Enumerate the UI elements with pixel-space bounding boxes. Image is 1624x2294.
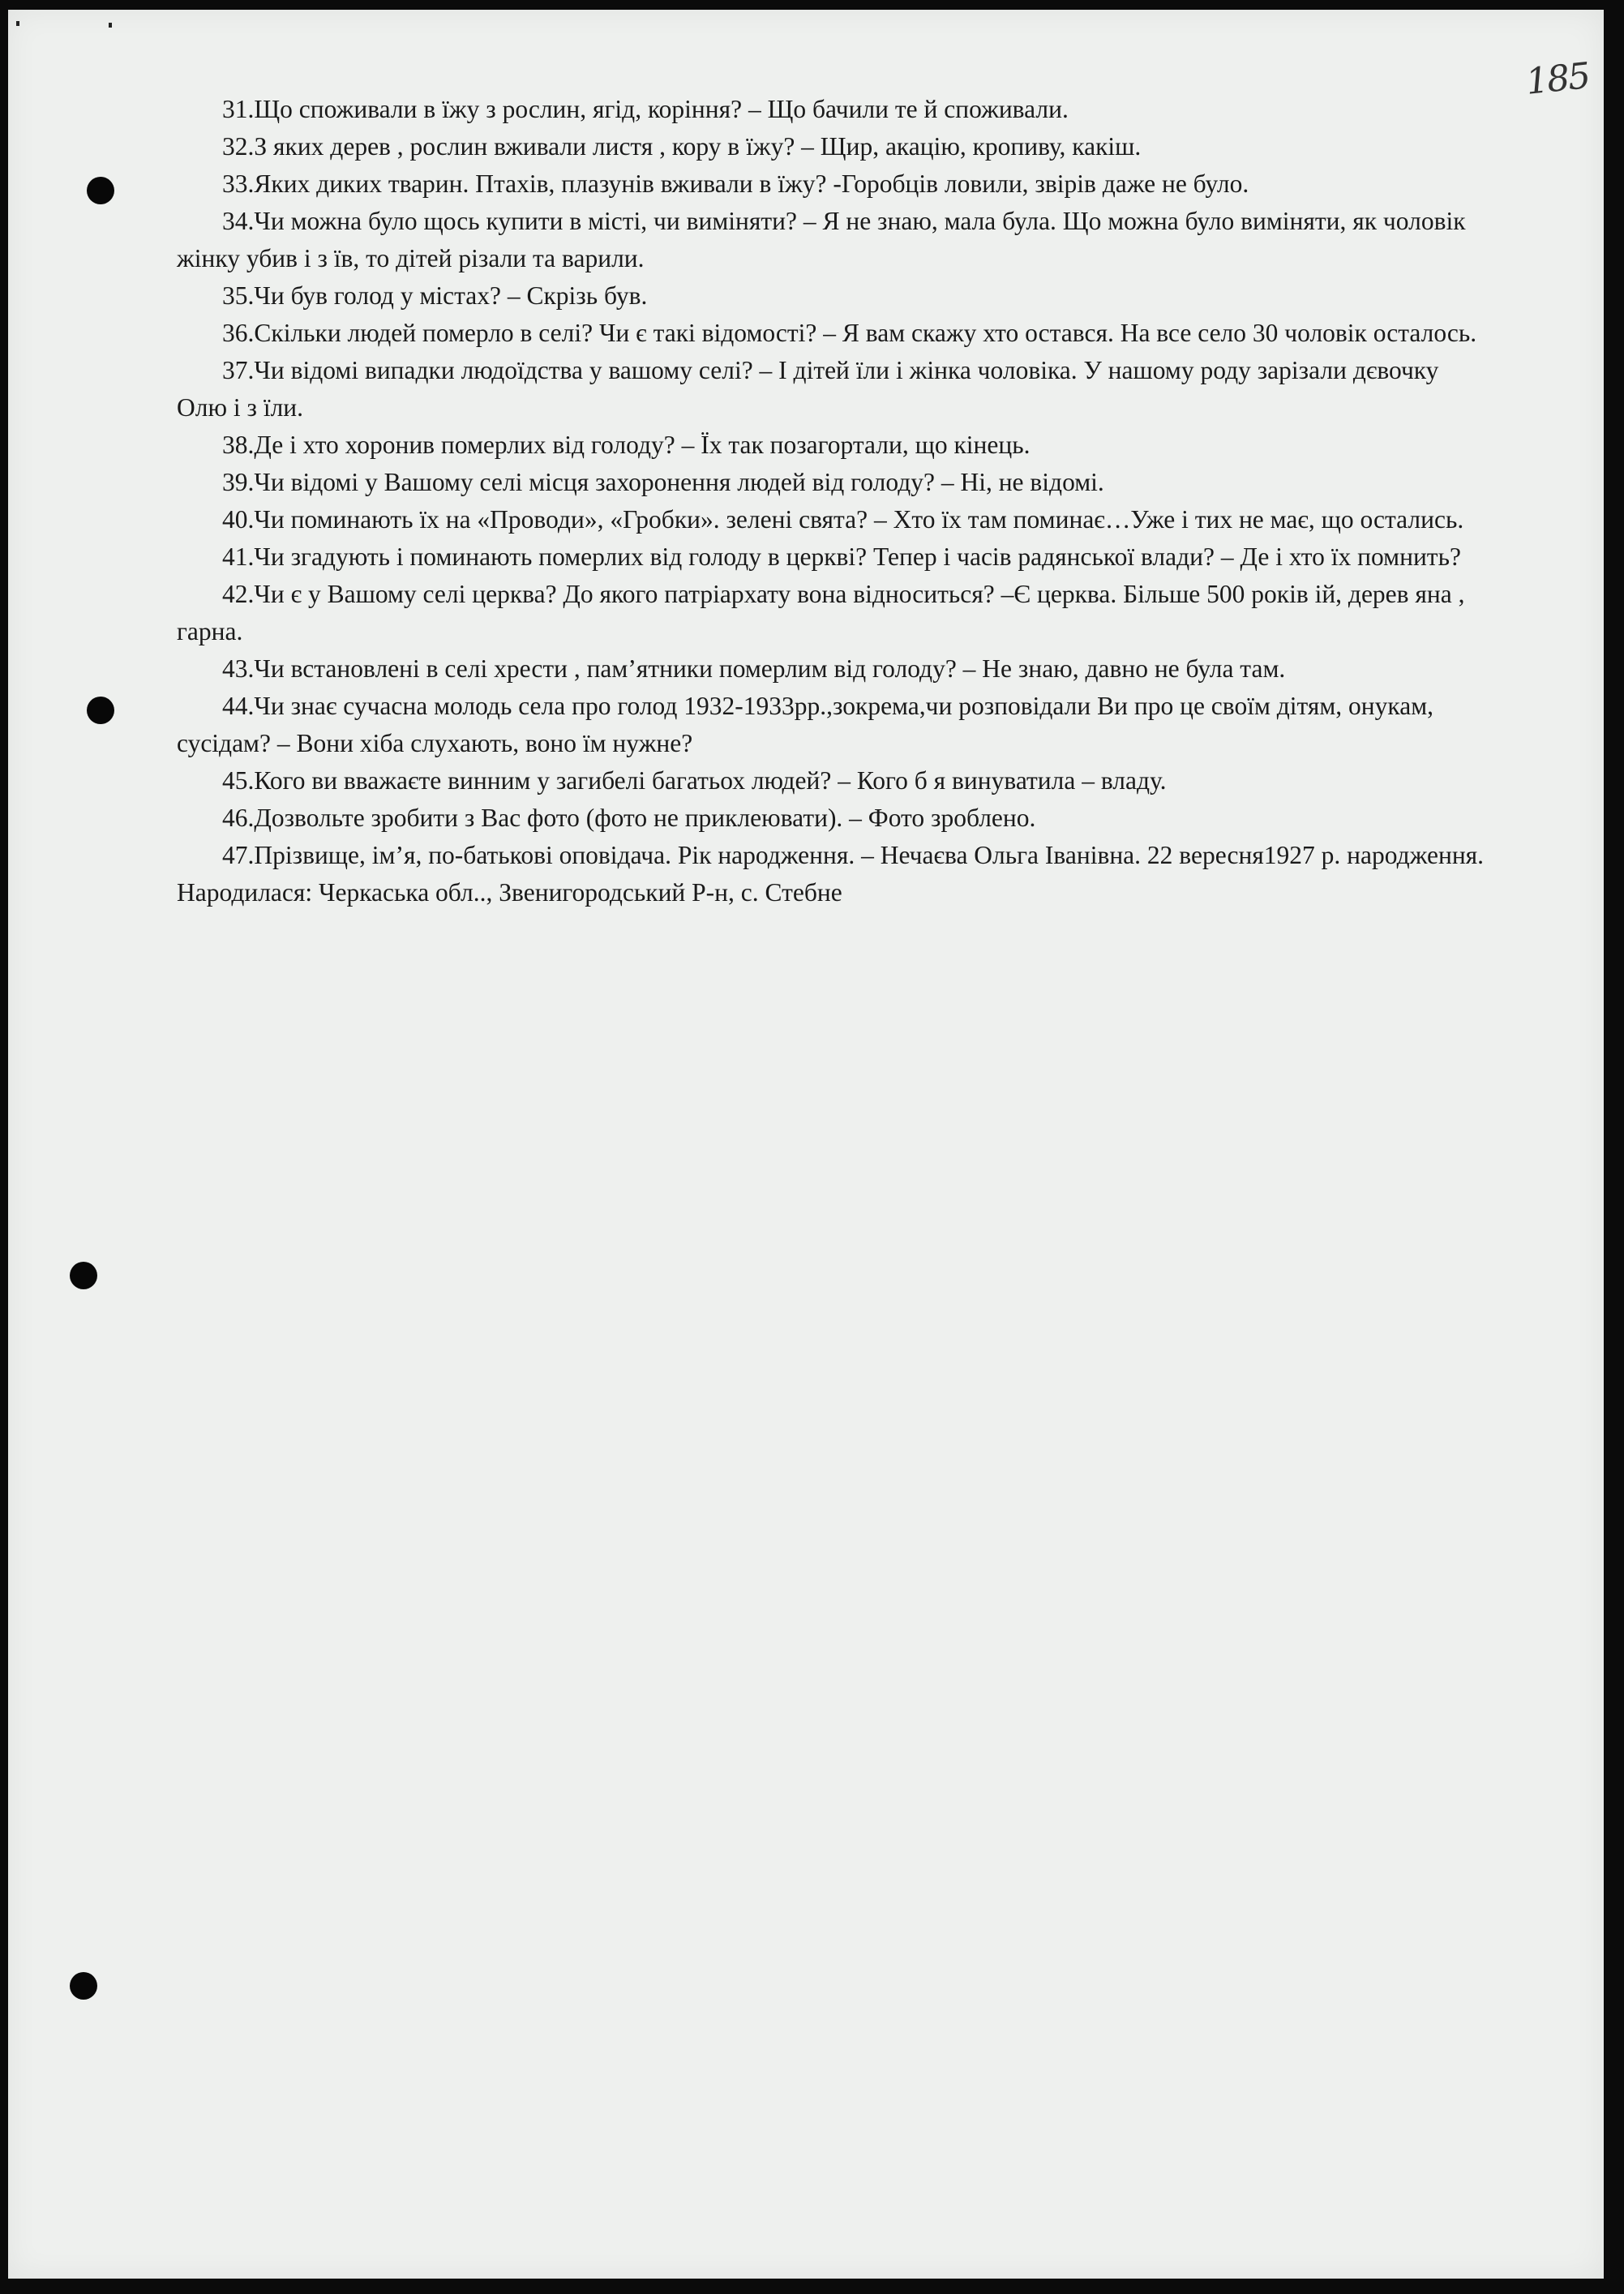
punch-hole bbox=[87, 177, 114, 204]
qa-item-34: 34.Чи можна було щось купити в місті, чи виміняти? – Я не знаю, мала була. Що можна було виміняти, як чоловік жінку убив і з їв, то дітей різали та варили. bbox=[177, 207, 1466, 272]
punch-hole bbox=[87, 697, 114, 724]
qa-item-33: 33.Яких диких тварин. Птахів, плазунів вживали в їжу? -Горобців ловили, звірів даже не було. bbox=[222, 169, 1249, 198]
interview-text bbox=[177, 91, 1490, 911]
punch-hole bbox=[70, 1262, 97, 1289]
qa-item-44: 44.Чи знає сучасна молодь села про голод 1932-1933рр.,зокрема,чи розповідали Ви про це своїм дітям, онукам, сусідам? – Вони хіба слухають, воно їм нужне? bbox=[177, 692, 1434, 757]
qa-item-36: 36.Скільки людей померло в селі? Чи є такі відомості? – Я вам скажу хто остався. На все село 30 чоловік осталось. bbox=[222, 319, 1477, 347]
qa-item-46: 46.Дозвольте зробити з Вас фото (фото не приклеювати). – Фото зроблено. bbox=[222, 804, 1036, 832]
qa-item-40: 40.Чи поминають їх на «Проводи», «Гробки». зелені свята? – Хто їх там поминає…Уже і тих не має, що остались. bbox=[222, 505, 1464, 534]
qa-item-41: 41.Чи згадують і поминають померлих від голоду в церкві? Тепер і часів радянської влади? – Де і хто їх помнить? bbox=[222, 542, 1461, 571]
qa-item-37: 37.Чи відомі випадки людоїдства у вашому селі? – І дітей їли і жінка чоловіка. У нашому роду зарізали дєвочку Олю і з їли. bbox=[177, 356, 1439, 422]
document-page bbox=[8, 10, 1604, 2279]
scan-speck bbox=[109, 23, 112, 28]
qa-item-39: 39.Чи відомі у Вашому селі місця захоронення людей від голоду? – Ні, не відомі. bbox=[222, 468, 1104, 496]
qa-item-38: 38.Де і хто хоронив померлих від голоду? – Їх так позагортали, що кінець. bbox=[222, 431, 1031, 459]
punch-hole bbox=[70, 1972, 97, 2000]
qa-item-45: 45.Кого ви вважаєте винним у загибелі багатьох людей? – Кого б я винуватила – владу. bbox=[222, 766, 1167, 795]
qa-item-43: 43.Чи встановлені в селі хрести , пам’ятники померлим від голоду? – Не знаю, давно не була там. bbox=[222, 654, 1286, 683]
qa-item-32: 32.З яких дерев , рослин вживали листя , кору в їжу? – Щир, акацію, кропиву, какіш. bbox=[222, 132, 1142, 161]
qa-item-31: 31.Що споживали в їжу з рослин, ягід, коріння? – Що бачили те й споживали. bbox=[222, 95, 1069, 123]
qa-item-47: 47.Прізвище, ім’я, по-батькові оповідача. Рік народження. – Нечаєва Ольга Іванівна. 22 вересня1927 р. народження. Народилася: Черкаська обл.., Звенигородський Р-н, с. Стебне bbox=[177, 841, 1485, 907]
qa-item-42: 42.Чи є у Вашому селі церква? До якого патріархату вона відноситься? –Є церква. Більше 500 років ій, дерев яна , гарна. bbox=[177, 580, 1465, 645]
qa-item-35: 35.Чи був голод у містах? – Скрізь був. bbox=[222, 281, 648, 310]
scan-speck bbox=[16, 21, 19, 26]
page-number: 185 bbox=[1523, 55, 1592, 103]
